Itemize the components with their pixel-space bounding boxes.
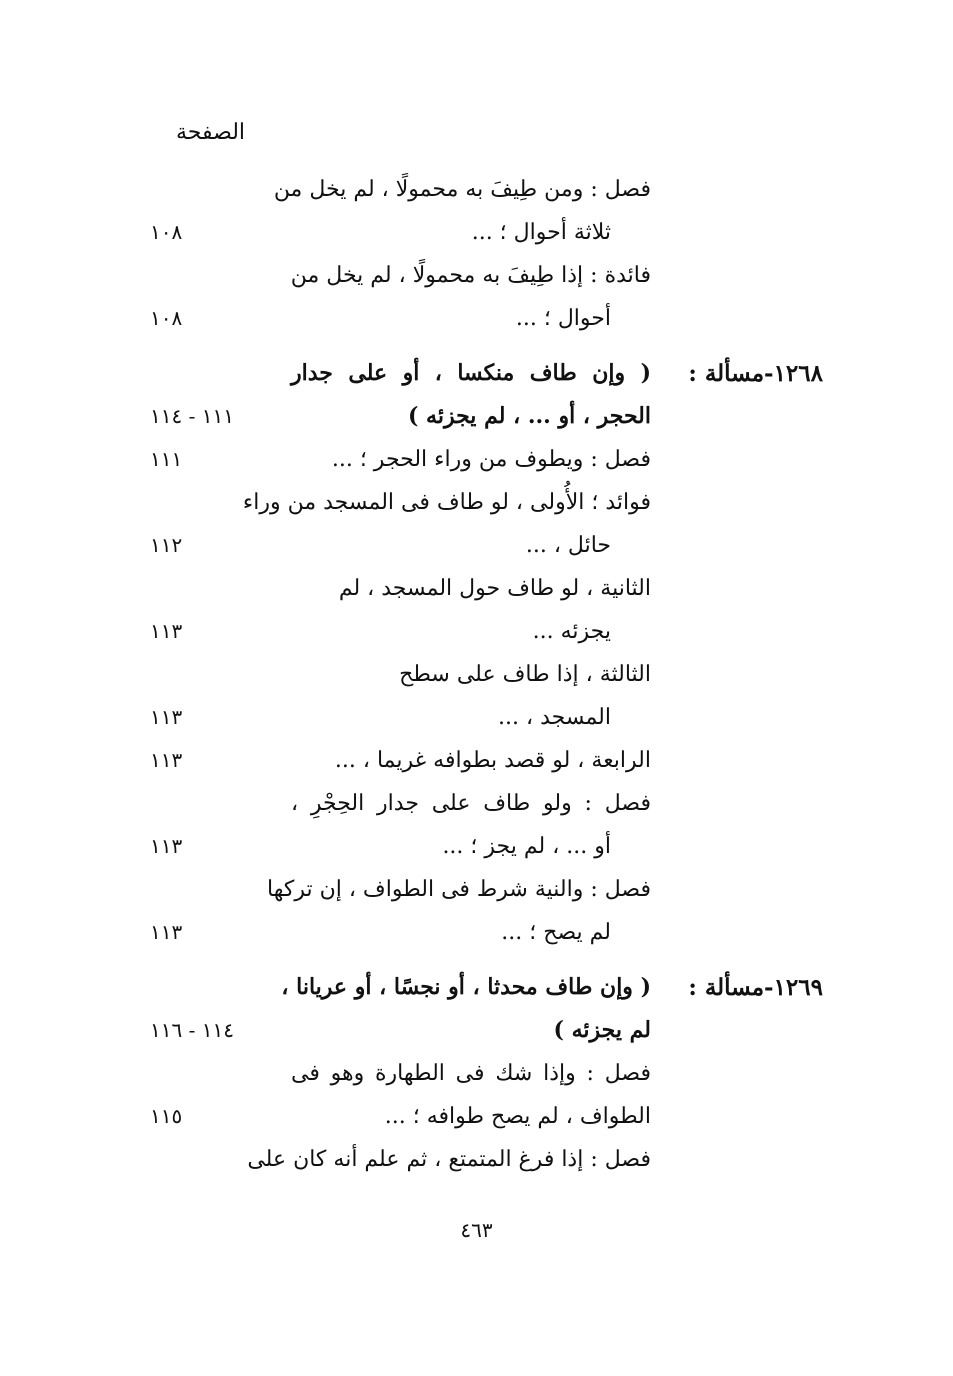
entry-text: فصل : إذا فرغ المتمتع ، ثم علم أنه كان على [247, 1147, 651, 1172]
entry-text: الثالثة ، إذا طاف على سطح [399, 662, 651, 687]
entry-text: أحوال ؛ ... [515, 306, 611, 331]
index-line [0, 966, 953, 1009]
entry-text: فصل : ومن طِيفَ به محمولًا ، لم يخل من [273, 177, 651, 202]
entry-text: المسجد ، ... [498, 705, 611, 730]
page-reference: ١١٣ [150, 619, 183, 643]
entry-text: فوائد ؛ الأُولى ، لو طاف فى المسجد من وراء [242, 490, 651, 515]
entry-text: فصل : وإذا شك فى الطهارة وهو فى [291, 1061, 651, 1086]
page-reference: ١١١ - ١١٤ [150, 404, 234, 428]
entry-text: الثانية ، لو طاف حول المسجد ، لم [338, 576, 651, 601]
index-line [0, 481, 953, 524]
index-line [0, 567, 953, 610]
entry-text: فصل : ولو طاف على جدار الحِجْرِ ، [291, 791, 651, 816]
entry-text: لم يصح ؛ ... [501, 920, 611, 945]
page-reference: ١١١ [150, 447, 183, 471]
page-reference: ١١٤ - ١١٦ [150, 1018, 234, 1042]
entry-text: لم يجزئه ) [553, 1017, 651, 1043]
index-line [0, 395, 953, 438]
index-line [0, 1138, 953, 1181]
page-reference: ١١٣ [150, 705, 183, 729]
entry-text: يجزئه ... [532, 619, 611, 644]
entry-text: فصل : ويطوف من وراء الحجر ؛ ... [331, 447, 651, 472]
index-line [0, 739, 953, 782]
page-reference: ١١٣ [150, 748, 183, 772]
issue-number-label: ١٢٦٨-مسألة : [688, 360, 823, 387]
index-line [0, 653, 953, 696]
page-reference: ١١٣ [150, 834, 183, 858]
entry-text: ثلاثة أحوال ؛ ... [471, 220, 611, 245]
index-line [0, 825, 953, 868]
page-reference: ١١٢ [150, 533, 183, 557]
entry-text: أو ... ، لم يجز ؛ ... [442, 834, 611, 859]
page-reference: ١١٥ [150, 1104, 183, 1128]
index-line [0, 782, 953, 825]
entry-text: ( وإن طاف محدثا ، أو نجسًا ، أو عريانا ، [281, 974, 651, 1000]
index-line [0, 696, 953, 739]
index-line [0, 168, 953, 211]
index-line [0, 1009, 953, 1052]
index-line [0, 868, 953, 911]
index-line [0, 524, 953, 567]
page-reference: ١٠٨ [150, 220, 183, 244]
entry-text: فائدة : إذا طِيفَ به محمولًا ، لم يخل من [290, 263, 651, 288]
issue-number-label: ١٢٦٩-مسألة : [688, 974, 823, 1001]
entry-text: الحجر ، أو ... ، لم يجزئه ) [407, 403, 651, 429]
index-line [0, 911, 953, 954]
entry-text: حائل ، ... [525, 533, 611, 558]
entry-text: الطواف ، لم يصح طوافه ؛ ... [384, 1104, 651, 1129]
index-line [0, 254, 953, 297]
index-line [0, 1052, 953, 1095]
entry-text: ( وإن طاف منكسا ، أو على جدار [291, 360, 651, 386]
page-reference: ١٠٨ [150, 306, 183, 330]
section-gap [0, 954, 953, 966]
page-column-header: الصفحة [176, 120, 246, 145]
page-number: ٤٦٣ [460, 1218, 493, 1242]
entry-text: فصل : والنية شرط فى الطواف ، إن تركها [267, 877, 651, 902]
index-line [0, 297, 953, 340]
index-line [0, 610, 953, 653]
index-page [0, 168, 953, 1181]
entry-text: الرابعة ، لو قصد بطوافه غريما ، ... [334, 748, 651, 773]
index-line [0, 438, 953, 481]
index-line [0, 211, 953, 254]
page-reference: ١١٣ [150, 920, 183, 944]
section-gap [0, 340, 953, 352]
index-line [0, 1095, 953, 1138]
index-line [0, 352, 953, 395]
